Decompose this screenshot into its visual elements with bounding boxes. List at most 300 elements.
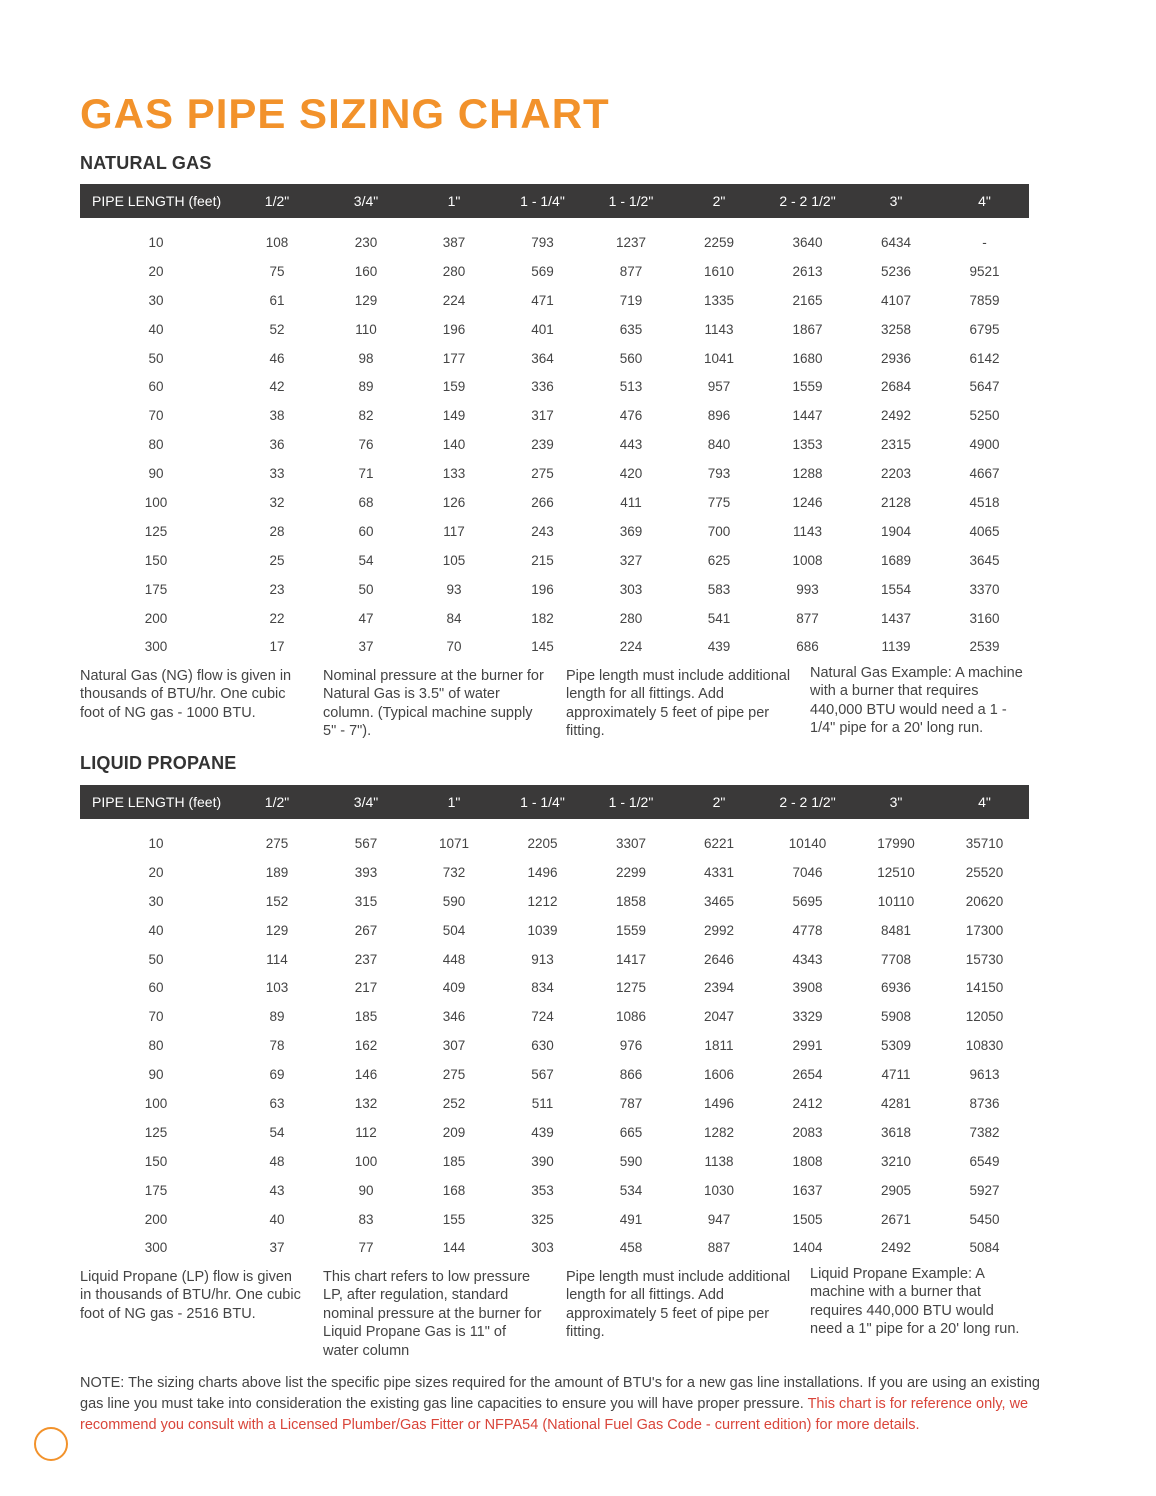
capacity-cell: 159 [442, 379, 466, 395]
capacity-cell: 2165 [792, 292, 823, 308]
col-header-one-half-inch: 1 - 1/2" [608, 193, 654, 209]
capacity-cell: 83 [358, 1211, 374, 1227]
capacity-cell: 10110 [877, 893, 915, 909]
capacity-cell: 1041 [703, 350, 735, 366]
capacity-cell: 2412 [792, 1095, 823, 1111]
capacity-cell: 353 [531, 1182, 554, 1198]
capacity-cell: 2394 [703, 980, 735, 996]
capacity-cell: 8481 [880, 922, 912, 938]
capacity-cell: 17300 [965, 922, 1004, 938]
footer-note [80, 1373, 1040, 1436]
capacity-cell: 10140 [788, 835, 827, 851]
capacity-cell: 35710 [965, 835, 1004, 851]
capacity-cell: 37 [269, 1240, 285, 1256]
capacity-cell: 224 [619, 639, 643, 655]
capacity-cell: 5084 [969, 1240, 1000, 1256]
capacity-cell: 793 [531, 234, 554, 250]
col-header-two-half-inch: 2 - 2 1/2" [779, 794, 836, 810]
capacity-cell: 1858 [615, 893, 647, 909]
pipe-length-cell: 175 [144, 1182, 168, 1198]
natural-gas-table-row [80, 257, 1029, 286]
capacity-cell: 82 [358, 408, 374, 424]
capacity-cell: 3618 [880, 1124, 912, 1140]
capacity-cell: 700 [707, 523, 731, 539]
pipe-length-cell: 200 [144, 1211, 168, 1227]
liquid-propane-table-row [80, 1233, 1029, 1262]
capacity-cell: 993 [796, 581, 819, 597]
footer-disclaimer: This chart is for reference only, we recommend you consult with a Licensed Plumber/Gas Fitter or NFPA54 (National Fuel Gas Code - current edition) for more details. [80, 1396, 1029, 1433]
capacity-cell: 61 [269, 292, 285, 308]
capacity-cell: 48 [269, 1153, 285, 1169]
capacity-cell: 1559 [792, 379, 823, 395]
capacity-cell: 560 [619, 350, 643, 366]
capacity-cell: 4065 [969, 523, 1000, 539]
capacity-cell: 20620 [965, 893, 1004, 909]
capacity-cell: 476 [619, 408, 643, 424]
pipe-length-cell: 150 [144, 1153, 168, 1169]
capacity-cell: 60 [358, 523, 374, 539]
capacity-cell: 239 [531, 437, 554, 453]
capacity-cell: 89 [358, 379, 374, 395]
capacity-cell: 243 [531, 523, 554, 539]
capacity-cell: 2992 [703, 922, 735, 938]
capacity-cell: 635 [619, 321, 643, 337]
capacity-cell: 4900 [969, 437, 1000, 453]
capacity-cell: 38 [269, 408, 285, 424]
capacity-cell: 2128 [880, 494, 912, 510]
capacity-cell: 280 [442, 263, 466, 279]
capacity-cell: 913 [531, 951, 554, 967]
capacity-cell: 303 [619, 581, 643, 597]
natural-gas-table-row [80, 228, 1029, 257]
capacity-cell: 6221 [703, 835, 735, 851]
capacity-cell: 2259 [703, 234, 735, 250]
pipe-length-cell: 300 [144, 1240, 168, 1256]
capacity-cell: 1139 [881, 639, 911, 655]
capacity-cell: 129 [265, 922, 289, 938]
capacity-cell: 1447 [792, 408, 823, 424]
capacity-cell: 5450 [969, 1211, 1000, 1227]
capacity-cell: 793 [707, 466, 731, 482]
capacity-cell: 215 [531, 552, 554, 568]
capacity-cell: 1811 [704, 1038, 734, 1054]
capacity-cell: 1008 [792, 552, 823, 568]
capacity-cell: 2684 [880, 379, 912, 395]
footer-note-text: NOTE: The sizing charts above list the specific pipe sizes required for the amount of BTU's for a new gas line installations. If you are using an existing gas line you must take into consideration the existing gas line capacities to ensure you will have proper pressure. [80, 1375, 1040, 1412]
natural-gas-table-row [80, 546, 1029, 575]
capacity-cell: 7382 [969, 1124, 1000, 1140]
capacity-cell: 1505 [792, 1211, 823, 1227]
capacity-cell: 252 [442, 1095, 466, 1111]
capacity-cell: 2671 [880, 1211, 912, 1227]
liquid-propane-table [80, 785, 1029, 1262]
capacity-cell: 887 [707, 1240, 731, 1256]
pipe-length-cell: 40 [148, 321, 164, 337]
pipe-length-cell: 70 [148, 1009, 164, 1025]
capacity-cell: 6434 [880, 234, 912, 250]
liquid-propane-table-row [80, 858, 1029, 887]
capacity-cell: 787 [619, 1095, 643, 1111]
capacity-cell: 90 [358, 1182, 374, 1198]
capacity-cell: 2936 [880, 350, 912, 366]
capacity-cell: 325 [531, 1211, 554, 1227]
capacity-cell: 224 [442, 292, 466, 308]
natural-gas-table-row [80, 401, 1029, 430]
capacity-cell: 103 [265, 980, 289, 996]
capacity-cell: 775 [707, 494, 731, 510]
capacity-cell: 439 [707, 639, 731, 655]
capacity-cell: 46 [269, 350, 285, 366]
capacity-cell: 196 [442, 321, 466, 337]
ng-note-flow: Natural Gas (NG) flow is given in thousands of BTU/hr. One cubic foot of NG gas - 1000 BTU. [80, 668, 292, 721]
capacity-cell: 315 [354, 893, 378, 909]
pipe-length-cell: 40 [148, 922, 164, 938]
capacity-cell: 1610 [703, 263, 735, 279]
capacity-cell: 443 [619, 437, 643, 453]
capacity-cell: 448 [442, 951, 466, 967]
capacity-cell: 665 [619, 1124, 643, 1140]
col-header-three-inch: 3" [889, 193, 903, 209]
capacity-cell: 1496 [703, 1095, 735, 1111]
capacity-cell: 590 [619, 1153, 643, 1169]
natural-gas-table-row [80, 488, 1029, 517]
capacity-cell: 390 [531, 1153, 554, 1169]
capacity-cell: 4281 [880, 1095, 912, 1111]
capacity-cell: 43 [269, 1182, 285, 1198]
capacity-cell: 393 [354, 864, 378, 880]
col-header-four-inch: 4" [978, 193, 991, 209]
capacity-cell: 71 [358, 466, 374, 482]
capacity-cell: 132 [354, 1095, 378, 1111]
capacity-cell: 69 [269, 1067, 285, 1083]
capacity-cell: 10830 [965, 1038, 1004, 1054]
capacity-cell: 76 [358, 437, 374, 453]
capacity-cell: 50 [358, 581, 374, 597]
capacity-cell: 2905 [880, 1182, 912, 1198]
pipe-length-cell: 10 [148, 835, 164, 851]
natural-gas-table-row [80, 372, 1029, 401]
col-header-one-half-inch: 1 - 1/2" [608, 794, 654, 810]
capacity-cell: 2654 [792, 1067, 823, 1083]
capacity-cell: 976 [619, 1038, 643, 1054]
capacity-cell: 126 [442, 494, 466, 510]
capacity-cell: 2083 [792, 1124, 823, 1140]
capacity-cell: 17990 [877, 835, 915, 851]
natural-gas-table [80, 184, 1029, 661]
capacity-cell: 28 [269, 523, 285, 539]
capacity-cell: 84 [446, 610, 462, 626]
capacity-cell: 1138 [704, 1153, 734, 1169]
capacity-cell: 12510 [877, 864, 915, 880]
capacity-cell: 3307 [615, 835, 647, 851]
capacity-cell: 1689 [880, 552, 912, 568]
capacity-cell: 32 [269, 494, 285, 510]
capacity-cell: 5647 [969, 379, 1000, 395]
col-header-one-quarter-inch: 1 - 1/4" [520, 794, 565, 810]
col-header-three-quarter-inch: 3/4" [353, 193, 379, 209]
capacity-cell: 439 [531, 1124, 554, 1140]
liquid-propane-table-row [80, 829, 1029, 858]
capacity-cell: 280 [619, 610, 643, 626]
capacity-cell: 327 [619, 552, 643, 568]
col-header-two-inch: 2" [712, 193, 726, 209]
liquid-propane-table-row [80, 945, 1029, 974]
capacity-cell: 3210 [880, 1153, 912, 1169]
capacity-cell: 307 [442, 1038, 466, 1054]
col-header-two-inch: 2" [712, 794, 726, 810]
col-header-pipe-length: PIPE LENGTH (feet) [92, 193, 222, 209]
col-header-pipe-length: PIPE LENGTH (feet) [92, 794, 222, 810]
natural-gas-table-row [80, 517, 1029, 546]
capacity-cell: 2047 [703, 1009, 735, 1025]
pipe-length-cell: 50 [148, 951, 164, 967]
capacity-cell: 471 [531, 292, 554, 308]
natural-gas-table-row [80, 344, 1029, 373]
pipe-length-cell: 125 [144, 523, 168, 539]
capacity-cell: 36 [269, 437, 285, 453]
capacity-cell: 185 [442, 1153, 466, 1169]
capacity-cell: 146 [354, 1067, 378, 1083]
capacity-cell: 303 [531, 1240, 554, 1256]
natural-gas-table-row [80, 459, 1029, 488]
capacity-cell: 1867 [792, 321, 823, 337]
natural-gas-title: NATURAL GAS [80, 153, 212, 173]
capacity-cell: 140 [442, 437, 466, 453]
capacity-cell: 1237 [615, 234, 647, 250]
liquid-propane-title: LIQUID PROPANE [80, 753, 237, 773]
capacity-cell: 7859 [969, 292, 1000, 308]
capacity-cell: 2205 [527, 835, 558, 851]
capacity-cell: 12050 [965, 1009, 1004, 1025]
capacity-cell: 877 [796, 610, 819, 626]
capacity-cell: 1086 [615, 1009, 647, 1025]
capacity-cell: 3160 [969, 610, 1000, 626]
capacity-cell: 98 [358, 350, 374, 366]
capacity-cell: 47 [358, 610, 374, 626]
pipe-length-cell: 70 [148, 408, 164, 424]
capacity-cell: 840 [707, 437, 731, 453]
capacity-cell: 6549 [969, 1153, 1000, 1169]
natural-gas-table-row [80, 315, 1029, 344]
capacity-cell: 17 [269, 639, 285, 655]
capacity-cell: 112 [355, 1124, 377, 1140]
pipe-length-cell: 80 [148, 1038, 164, 1054]
capacity-cell: 152 [265, 893, 289, 909]
liquid-propane-table-row [80, 1205, 1029, 1234]
lp-note-pipe-length: Pipe length must include additional length for all fittings. Add approximately 5 feet of pipe per fitting. [566, 1269, 791, 1341]
capacity-cell: 504 [442, 922, 466, 938]
capacity-cell: 1275 [615, 980, 647, 996]
natural-gas-table-row [80, 604, 1029, 633]
liquid-propane-table-row [80, 1031, 1029, 1060]
capacity-cell: 77 [358, 1240, 374, 1256]
liquid-propane-table-row [80, 1176, 1029, 1205]
capacity-cell: 513 [619, 379, 643, 395]
capacity-cell: 5236 [880, 263, 912, 279]
capacity-cell: 1039 [527, 922, 558, 938]
capacity-cell: 491 [619, 1211, 643, 1227]
capacity-cell: 129 [354, 292, 378, 308]
capacity-cell: 189 [265, 864, 289, 880]
col-header-half-inch: 1/2" [264, 794, 290, 810]
pipe-length-cell: 10 [148, 234, 164, 250]
lp-note-example: Liquid Propane Example: A machine with a burner that requires 440,000 BTU would need a 1" pipe for a 20' long run. [810, 1266, 1020, 1338]
capacity-cell: 155 [442, 1211, 466, 1227]
capacity-cell: 110 [355, 321, 377, 337]
capacity-cell: 866 [619, 1067, 643, 1083]
capacity-cell: 567 [354, 835, 378, 851]
capacity-cell: 267 [354, 922, 378, 938]
pipe-length-cell: 30 [148, 893, 164, 909]
capacity-cell: 177 [442, 350, 466, 366]
capacity-cell: 336 [531, 379, 554, 395]
capacity-cell: 420 [619, 466, 643, 482]
capacity-cell: 686 [796, 639, 819, 655]
capacity-cell: 75 [269, 263, 285, 279]
capacity-cell: 511 [531, 1095, 554, 1111]
capacity-cell: 68 [358, 494, 374, 510]
capacity-cell: 625 [707, 552, 731, 568]
pipe-length-cell: 20 [148, 263, 164, 279]
capacity-cell: 162 [354, 1038, 378, 1054]
capacity-cell: 2646 [703, 951, 735, 967]
col-header-two-half-inch: 2 - 2 1/2" [779, 193, 836, 209]
capacity-cell: 567 [531, 1067, 554, 1083]
liquid-propane-table-row [80, 973, 1029, 1002]
pipe-length-cell: 60 [148, 379, 164, 395]
pipe-length-cell: 150 [144, 552, 168, 568]
capacity-cell: 317 [531, 408, 554, 424]
capacity-cell: 117 [443, 523, 465, 539]
capacity-cell: 275 [531, 466, 554, 482]
capacity-cell: 569 [531, 263, 554, 279]
capacity-cell: 160 [354, 263, 378, 279]
natural-gas-table-row [80, 632, 1029, 661]
capacity-cell: 1808 [792, 1153, 823, 1169]
col-header-three-quarter-inch: 3/4" [353, 794, 379, 810]
capacity-cell: 1606 [703, 1067, 735, 1083]
capacity-cell: 1637 [792, 1182, 823, 1198]
capacity-cell: 63 [269, 1095, 285, 1111]
capacity-cell: 209 [442, 1124, 466, 1140]
capacity-cell: 196 [531, 581, 554, 597]
capacity-cell: 1554 [880, 581, 912, 597]
capacity-cell: 1288 [792, 466, 823, 482]
capacity-cell: 896 [707, 408, 731, 424]
capacity-cell: 3645 [969, 552, 1000, 568]
capacity-cell: 2492 [880, 1240, 912, 1256]
capacity-cell: 4331 [703, 864, 735, 880]
capacity-cell: 275 [265, 835, 289, 851]
capacity-cell: 8736 [969, 1095, 1000, 1111]
capacity-cell: 3258 [880, 321, 912, 337]
capacity-cell: 93 [446, 581, 462, 597]
capacity-cell: 1246 [792, 494, 823, 510]
capacity-cell: 237 [354, 951, 378, 967]
natural-gas-header-row [80, 184, 1029, 218]
capacity-cell: 25 [269, 552, 285, 568]
natural-gas-table-row [80, 286, 1029, 315]
capacity-cell: - [982, 234, 987, 250]
page-marker-circle [34, 1427, 68, 1461]
capacity-cell: 2991 [792, 1038, 823, 1054]
capacity-cell: 144 [442, 1240, 466, 1256]
capacity-cell: 114 [266, 951, 288, 967]
capacity-cell: 2203 [880, 466, 912, 482]
pipe-length-cell: 90 [148, 466, 164, 482]
capacity-cell: 1353 [792, 437, 823, 453]
capacity-cell: 1282 [703, 1124, 735, 1140]
capacity-cell: 4343 [792, 951, 823, 967]
capacity-cell: 7708 [880, 951, 912, 967]
capacity-cell: 6936 [880, 980, 912, 996]
capacity-cell: 25520 [965, 864, 1004, 880]
capacity-cell: 5250 [969, 408, 1000, 424]
natural-gas-table-row [80, 575, 1029, 604]
capacity-cell: 583 [707, 581, 731, 597]
capacity-cell: 3640 [792, 234, 823, 250]
capacity-cell: 70 [446, 639, 462, 655]
pipe-length-cell: 60 [148, 980, 164, 996]
natural-gas-rows [80, 218, 1029, 661]
capacity-cell: 364 [531, 350, 554, 366]
capacity-cell: 9613 [969, 1067, 1000, 1083]
col-header-one-inch: 1" [447, 794, 461, 810]
capacity-cell: 1904 [880, 523, 912, 539]
capacity-cell: 3908 [792, 980, 823, 996]
col-header-one-inch: 1" [447, 193, 461, 209]
capacity-cell: 105 [442, 552, 466, 568]
pipe-length-cell: 100 [144, 494, 168, 510]
capacity-cell: 40 [269, 1211, 285, 1227]
capacity-cell: 275 [442, 1067, 466, 1083]
capacity-cell: 5695 [792, 893, 823, 909]
pipe-length-cell: 300 [144, 639, 168, 655]
capacity-cell: 37 [358, 639, 374, 655]
capacity-cell: 834 [531, 980, 554, 996]
capacity-cell: 401 [531, 321, 554, 337]
capacity-cell: 108 [265, 234, 289, 250]
capacity-cell: 3370 [969, 581, 1000, 597]
capacity-cell: 2315 [880, 437, 912, 453]
capacity-cell: 5927 [969, 1182, 1000, 1198]
capacity-cell: 22 [269, 610, 285, 626]
capacity-cell: 3329 [792, 1009, 823, 1025]
capacity-cell: 23 [269, 581, 285, 597]
capacity-cell: 100 [354, 1153, 378, 1169]
capacity-cell: 4711 [881, 1067, 911, 1083]
capacity-cell: 1030 [703, 1182, 735, 1198]
capacity-cell: 5908 [880, 1009, 912, 1025]
pipe-length-cell: 90 [148, 1067, 164, 1083]
capacity-cell: 2492 [880, 408, 912, 424]
capacity-cell: 33 [269, 466, 285, 482]
pipe-length-cell: 80 [148, 437, 164, 453]
liquid-propane-table-row [80, 1002, 1029, 1031]
capacity-cell: 458 [619, 1240, 643, 1256]
capacity-cell: 1437 [880, 610, 912, 626]
capacity-cell: 5309 [880, 1038, 912, 1054]
capacity-cell: 185 [354, 1009, 378, 1025]
pipe-length-cell: 200 [144, 610, 168, 626]
capacity-cell: 877 [619, 263, 643, 279]
pipe-length-cell: 125 [144, 1124, 168, 1140]
capacity-cell: 6795 [969, 321, 1000, 337]
liquid-propane-table-row [80, 887, 1029, 916]
liquid-propane-table-row [80, 1060, 1029, 1089]
capacity-cell: 1680 [792, 350, 823, 366]
capacity-cell: 266 [531, 494, 554, 510]
